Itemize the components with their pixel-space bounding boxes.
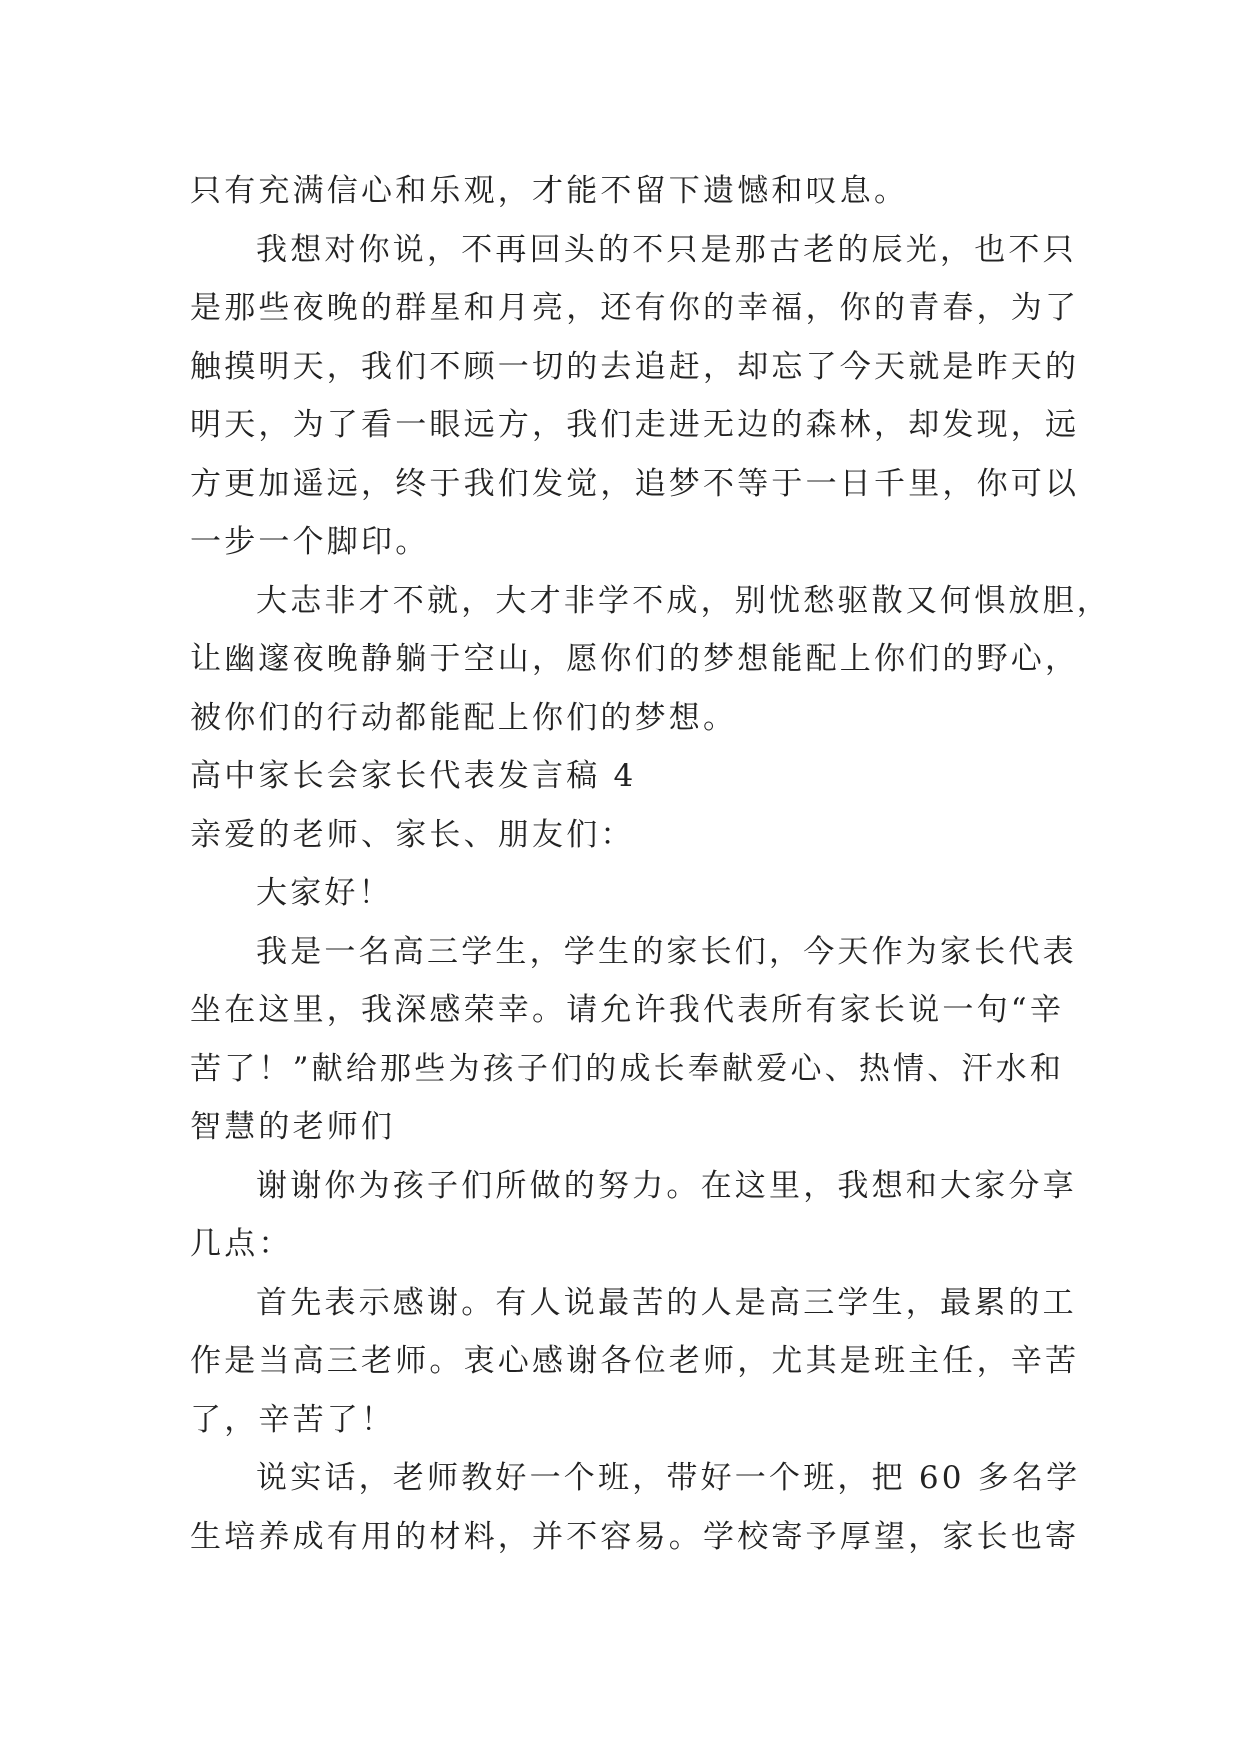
text-line: 方更加遥远，终于我们发觉，追梦不等于一日千里，你可以 (190, 465, 1080, 502)
text-line: 被你们的行动都能配上你们的梦想。 (190, 699, 738, 736)
text-line: 只有充满信心和乐观，才能不留下遗憾和叹息。 (190, 173, 909, 209)
greeting: 大家好！ (256, 875, 393, 911)
text-line: 坐在这里，我深感荣幸。请允许我代表所有家长说一句“辛 (190, 992, 1065, 1028)
text-line: 谢谢你为孩子们所做的努力。在这里，我想和大家分享 (256, 1167, 1077, 1204)
text-line: 是那些夜晚的群星和月亮，还有你的幸福，你的青春，为了 (190, 290, 1080, 326)
salutation: 亲爱的老师、家长、朋友们： (190, 816, 635, 853)
text-line: 一步一个脚印。 (190, 524, 430, 560)
text-line: 我是一名高三学生，学生的家长们，今天作为家长代表 (256, 933, 1077, 970)
text-line: 生培养成有用的材料，并不容易。学校寄予厚望，家长也寄 (190, 1518, 1080, 1555)
text-line: 大志非才不就，大才非学不成，别忧愁驱散又何惧放胆， (256, 582, 1111, 619)
text-line: 苦了！”献给那些为孩子们的成长奉献爱心、热情、汗水和 (190, 1050, 1065, 1087)
document-body (190, 162, 1111, 1566)
text-line: 我想对你说，不再回头的不只是那古老的辰光，也不只 (256, 231, 1077, 268)
section-heading: 高中家长会家长代表发言稿 4 (190, 758, 637, 794)
text-line: 说实话，老师教好一个班，带好一个班，把 60 多名学 (256, 1460, 1081, 1496)
text-line: 首先表示感谢。有人说最苦的人是高三学生，最累的工 (256, 1284, 1077, 1321)
text-line: 作是当高三老师。衷心感谢各位老师，尤其是班主任，辛苦 (190, 1343, 1080, 1379)
text-line: 了，辛苦了！ (190, 1401, 396, 1438)
text-line: 智慧的老师们 (190, 1109, 396, 1145)
text-line: 几点： (190, 1226, 293, 1262)
text-line: 明天，为了看一眼远方，我们走进无边的森林，却发现，远 (190, 407, 1080, 443)
text-line: 让幽邃夜晚静躺于空山，愿你们的梦想能配上你们的野心， (190, 641, 1080, 677)
text-line: 触摸明天，我们不顾一切的去追赶，却忘了今天就是昨天的 (190, 348, 1080, 385)
